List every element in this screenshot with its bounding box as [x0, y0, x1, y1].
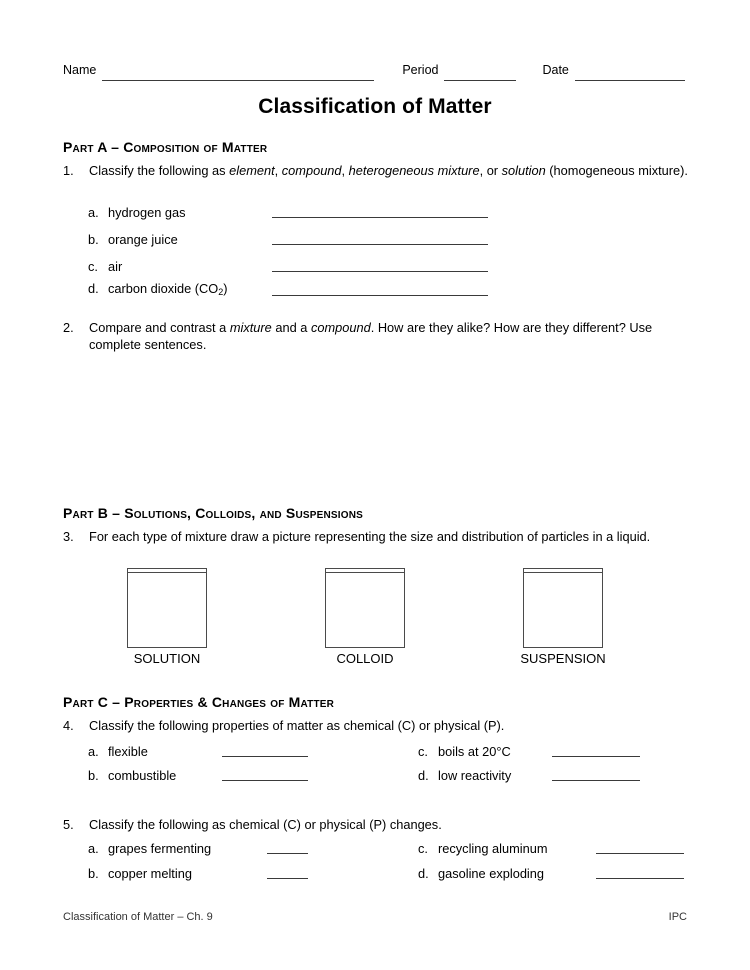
- question-2-number: 2.: [63, 320, 74, 335]
- q1-em-heterogeneous-mixture: heterogeneous mixture: [348, 163, 480, 178]
- q2-em-mixture: mixture: [229, 320, 272, 335]
- q1-item-d-text: [108, 281, 228, 300]
- question-3: [63, 529, 688, 546]
- q1-text-4: , or: [479, 163, 502, 178]
- q1-item-c-text: air: [108, 259, 123, 274]
- liquid-level-line: [524, 572, 602, 573]
- question-1-text: [89, 163, 688, 180]
- q2-text-1: Compare and contrast a: [89, 320, 230, 335]
- question-4: [63, 718, 688, 735]
- liquid-level-line: [128, 572, 206, 573]
- q5-item-b-letter: b.: [88, 866, 99, 881]
- question-1: [63, 163, 688, 180]
- drawing-box-colloid-label: COLLOID: [336, 651, 394, 666]
- q5-item-a-text: grapes fermenting: [108, 841, 212, 856]
- question-4-text: Classify the following properties of matter as chemical (C) or physical (P).: [89, 718, 505, 733]
- q1-item-d-formula-after: ): [223, 281, 228, 296]
- q4-item-a: [88, 744, 308, 761]
- q4-item-c-letter: c.: [418, 744, 428, 759]
- q4-item-a-letter: a.: [88, 744, 99, 759]
- q4-item-b-answer-line[interactable]: [222, 780, 308, 781]
- q1-item-a-answer-line[interactable]: [272, 217, 488, 218]
- q5-item-c-answer-line[interactable]: [596, 853, 684, 854]
- q5-item-d-answer-line[interactable]: [596, 878, 684, 879]
- q2-text-2: and a: [271, 320, 311, 335]
- q5-item-b-text: copper melting: [108, 866, 192, 881]
- q4-item-d: [418, 768, 640, 785]
- q4-item-b-text: combustible: [108, 768, 177, 783]
- q1-item-b-answer-line[interactable]: [272, 244, 488, 245]
- q5-item-b: [88, 866, 308, 883]
- question-1-number: 1.: [63, 163, 74, 178]
- q5-item-a: [88, 841, 308, 858]
- q4-item-d-answer-line[interactable]: [552, 780, 640, 781]
- q5-item-a-answer-line[interactable]: [267, 853, 308, 854]
- drawing-box-solution-label: SOLUTION: [133, 651, 201, 666]
- date-label: Date: [542, 63, 569, 77]
- q2-text-3: . How are they alike? How are they different? Use complete sentences.: [89, 320, 653, 352]
- q1-item-c-answer-line[interactable]: [272, 271, 488, 272]
- student-info-row: [63, 63, 685, 83]
- q1-em-solution: solution: [501, 163, 546, 178]
- q2-em-compound: compound: [310, 320, 371, 335]
- q1-item-c-letter: c.: [88, 259, 98, 274]
- part-c-heading: Part C – Properties & Changes of Matter: [63, 694, 335, 710]
- q5-item-c: [418, 841, 684, 858]
- q1-text-5: (homogeneous mixture).: [545, 163, 688, 178]
- footer-right-text: IPC: [668, 911, 687, 923]
- q5-item-d-text: gasoline exploding: [438, 866, 545, 881]
- q1-item-a-text: hydrogen gas: [108, 205, 186, 220]
- q1-text-2: ,: [274, 163, 282, 178]
- q5-item-d: [418, 866, 684, 883]
- question-2: [63, 320, 688, 353]
- name-label: Name: [63, 63, 97, 77]
- q1-item-a-letter: a.: [88, 205, 99, 220]
- q1-item-d-letter: d.: [88, 281, 99, 296]
- question-4-number: 4.: [63, 718, 74, 733]
- q5-item-d-letter: d.: [418, 866, 429, 881]
- q4-item-c: [418, 744, 640, 761]
- q4-item-b-letter: b.: [88, 768, 99, 783]
- liquid-level-line: [326, 572, 404, 573]
- q4-item-a-answer-line[interactable]: [222, 756, 308, 757]
- q1-em-compound: compound: [281, 163, 342, 178]
- question-3-text: For each type of mixture draw a picture representing the size and distribution of particles in a liquid.: [89, 529, 651, 544]
- q1-item-d-formula-before: carbon dioxide (CO: [108, 281, 219, 296]
- part-b-heading: Part B – Solutions, Colloids, and Suspensions: [63, 505, 364, 521]
- q1-item-b-letter: b.: [88, 232, 99, 247]
- q1-text-1: Classify the following as: [89, 163, 230, 178]
- q1-em-element: element: [229, 163, 275, 178]
- footer-left-text: Classification of Matter – Ch. 9: [63, 911, 213, 923]
- q4-item-d-text: low reactivity: [438, 768, 512, 783]
- q4-item-c-text: boils at 20°C: [438, 744, 511, 759]
- q1-item-a: [88, 205, 488, 222]
- q5-item-c-text: recycling aluminum: [438, 841, 548, 856]
- q4-item-b: [88, 768, 308, 785]
- name-blank-line[interactable]: [102, 80, 374, 81]
- question-5-text: Classify the following as chemical (C) or physical (P) changes.: [89, 817, 442, 832]
- q1-item-d-answer-line[interactable]: [272, 295, 488, 296]
- question-2-text: [89, 320, 688, 353]
- q1-item-b-text: orange juice: [108, 232, 178, 247]
- drawing-box-suspension[interactable]: [523, 568, 603, 648]
- page-title: Classification of Matter: [258, 95, 492, 118]
- drawing-box-solution[interactable]: [127, 568, 207, 648]
- q1-item-c: [88, 259, 488, 276]
- q5-item-c-letter: c.: [418, 841, 428, 856]
- q4-item-c-answer-line[interactable]: [552, 756, 640, 757]
- q4-item-a-text: flexible: [108, 744, 148, 759]
- q1-item-d-subscript: 2: [218, 287, 224, 297]
- question-3-number: 3.: [63, 529, 74, 544]
- q5-item-a-letter: a.: [88, 841, 99, 856]
- q4-item-d-letter: d.: [418, 768, 429, 783]
- question-5-number: 5.: [63, 817, 74, 832]
- question-5: [63, 817, 688, 834]
- q5-item-b-answer-line[interactable]: [267, 878, 308, 879]
- q1-item-d: [88, 281, 488, 298]
- date-blank-line[interactable]: [575, 80, 685, 81]
- part-a-heading: Part A – Composition of Matter: [63, 139, 268, 155]
- period-label: Period: [402, 63, 439, 77]
- drawing-box-suspension-label: SUSPENSION: [520, 651, 606, 666]
- period-blank-line[interactable]: [444, 80, 516, 81]
- q1-text-3: ,: [341, 163, 349, 178]
- q1-item-b: [88, 232, 488, 249]
- drawing-box-colloid[interactable]: [325, 568, 405, 648]
